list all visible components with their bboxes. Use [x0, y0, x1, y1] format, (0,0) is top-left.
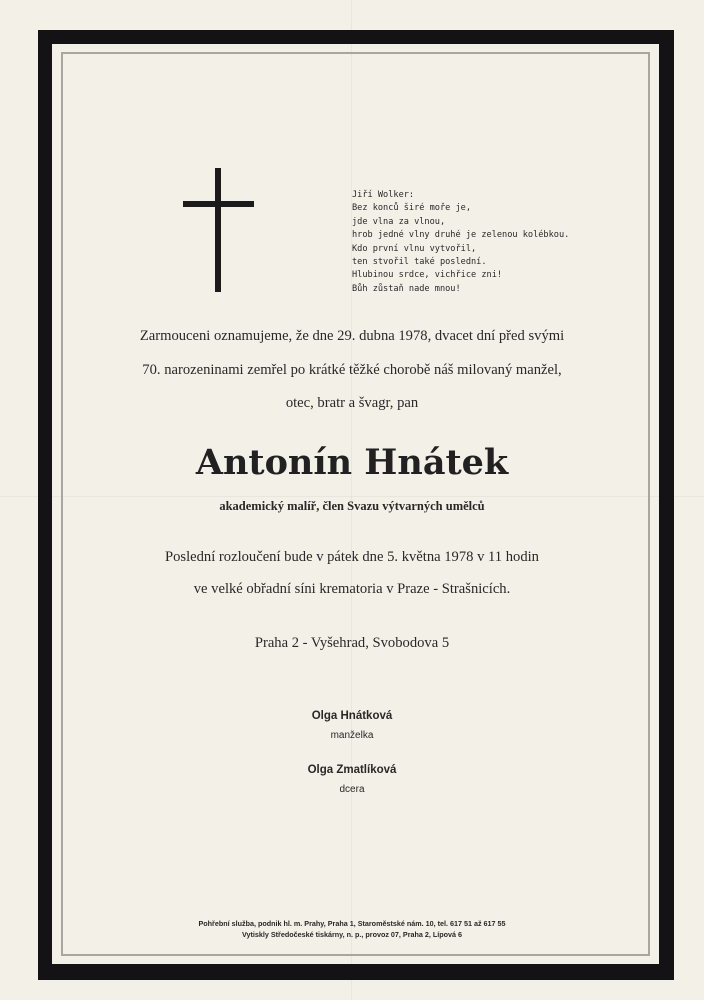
- announcement-line-1: Zarmouceni oznamujeme, že dne 29. dubna 1978, dvacet dní před svými: [139, 328, 565, 344]
- cross-horizontal-bar: [183, 201, 254, 207]
- ceremony-line-2: ve velké obřadní síni krematoria v Praze - Strašnicích.: [193, 581, 511, 597]
- deceased-profession: akademický malíř, člen Svazu výtvarných umělců: [219, 499, 485, 513]
- deceased-name: Antonín Hnátek: [195, 442, 509, 483]
- footer-printer: Vytiskly Středočeské tiskárny, n. p., provoz 07, Praha 2, Lípová 6: [241, 930, 463, 939]
- signer-relation: manželka: [330, 730, 374, 741]
- poem-line: Bůh zůstaň nade mnou!: [352, 283, 461, 294]
- announcement-line-2: 70. narozeninami zemřel po krátké těžké chorobě náš milovaný manžel,: [142, 362, 562, 378]
- announcement-line-3: otec, bratr a švagr, pan: [285, 395, 419, 411]
- poem-line: Kdo první vlnu vytvořil,: [352, 243, 477, 254]
- poem-line: jde vlna za vlnou,: [352, 216, 446, 227]
- cross-vertical-bar: [215, 168, 221, 292]
- poem: [352, 189, 569, 296]
- family-address: Praha 2 - Vyšehrad, Svobodova 5: [254, 635, 450, 651]
- poem-line: hrob jedné vlny druhé je zelenou kolébkou.: [352, 230, 570, 241]
- signer-name: Olga Hnátková: [311, 710, 393, 722]
- poem-line: ten stvořil také poslední.: [352, 257, 487, 268]
- poem-author: Jiří Wolker:: [352, 190, 415, 200]
- poem-line: Bez konců širé moře je,: [352, 203, 471, 214]
- footer-funeral-service: Pohřební služba, podnik hl. m. Prahy, Praha 1, Staroměstské nám. 10, tel. 617 51 až 617 55: [198, 919, 506, 928]
- poem-line: Hlubinou srdce, vichřice zni!: [352, 270, 503, 281]
- cross-icon: [183, 168, 254, 292]
- signer-relation: dcera: [339, 784, 365, 795]
- ceremony-line-1: Poslední rozloučení bude v pátek dne 5. května 1978 v 11 hodin: [165, 549, 539, 565]
- signer-name: Olga Zmatlíková: [307, 764, 397, 776]
